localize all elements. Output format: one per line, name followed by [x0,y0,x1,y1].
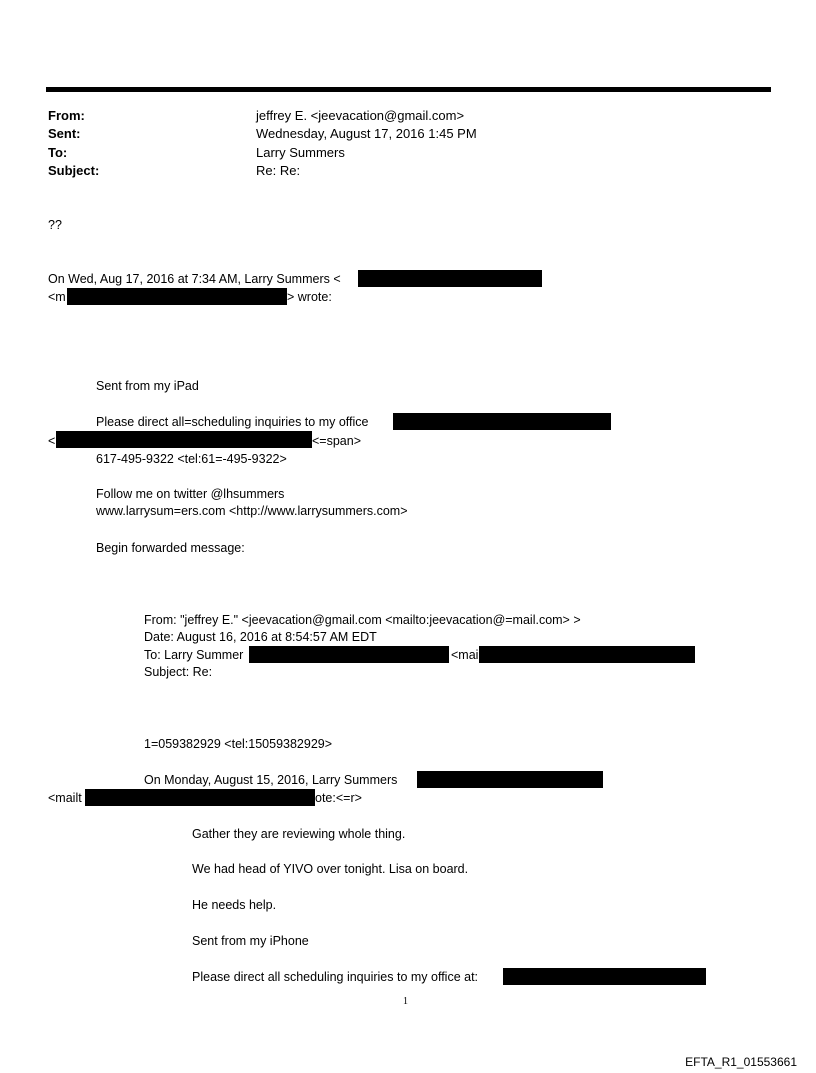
sent-from-iphone: Sent from my iPhone [192,934,309,948]
header-rule [46,87,771,92]
page-number: 1 [403,996,408,1007]
fwd-date: Date: August 16, 2016 at 8:54:57 AM EDT [144,630,377,644]
help-line: He needs help. [192,898,277,912]
redaction-block [67,288,287,305]
quote-header-line2b: > wrote: [287,290,332,304]
begin-forwarded: Begin forwarded message: [96,541,245,555]
from-label: From: [48,108,85,123]
bates-number: EFTA_R1_01553661 [685,1055,797,1069]
to-value: Larry Summers [256,145,345,160]
scheduling-line-2: Please direct all scheduling inquiries to my office at: [192,970,479,984]
lt-bracket: < [48,434,56,448]
ote-suffix: ote:<=r> [315,791,362,805]
yivo-line: We had head of YIVO over tonight. Lisa on board. [192,862,469,876]
to-label: To: [48,145,68,160]
subject-value: Re: Re: [256,163,301,178]
redaction-block [85,789,315,806]
sent-from-ipad: Sent from my iPad [96,379,199,393]
scheduling-line: Please direct all=scheduling inquiries to my office [96,415,369,429]
fwd-to-b: <mai [451,648,479,662]
subject-label: Subject: [48,163,100,178]
mailt-prefix: <mailt [48,791,82,805]
fwd-to-a: To: Larry Summer [144,648,244,662]
redaction-block [503,968,706,985]
body-question: ?? [48,218,62,232]
redaction-block [249,646,449,663]
on-monday-line: On Monday, August 15, 2016, Larry Summers [144,773,398,787]
redaction-block [417,771,603,788]
gather-line: Gather they are reviewing whole thing. [192,827,406,841]
sent-value: Wednesday, August 17, 2016 1:45 PM [256,126,477,141]
redaction-block [56,431,312,448]
redaction-block [393,413,611,430]
redaction-block [479,646,695,663]
sent-label: Sent: [48,126,81,141]
quote-header-line1: On Wed, Aug 17, 2016 at 7:34 AM, Larry Summers < [48,272,341,286]
quote-header-line2a: <m [48,290,66,304]
from-value: jeffrey E. <jeevacation@gmail.com> [256,108,465,123]
fwd-from: From: "jeffrey E." <jeevacation@gmail.com <mailto:jeevacation@=mail.com> > [144,613,581,627]
fwd-subject: Subject: Re: [144,665,213,679]
website-line: www.larrysum=ers.com <http://www.larrysummers.com> [96,504,408,518]
phone-line: 617-495-9322 <tel:61=-495-9322> [96,452,287,466]
tel-line: 1=059382929 <tel:15059382929> [144,737,333,751]
redaction-block [358,270,542,287]
twitter-line: Follow me on twitter @lhsummers [96,487,285,501]
span-tag: <=span> [312,434,362,448]
